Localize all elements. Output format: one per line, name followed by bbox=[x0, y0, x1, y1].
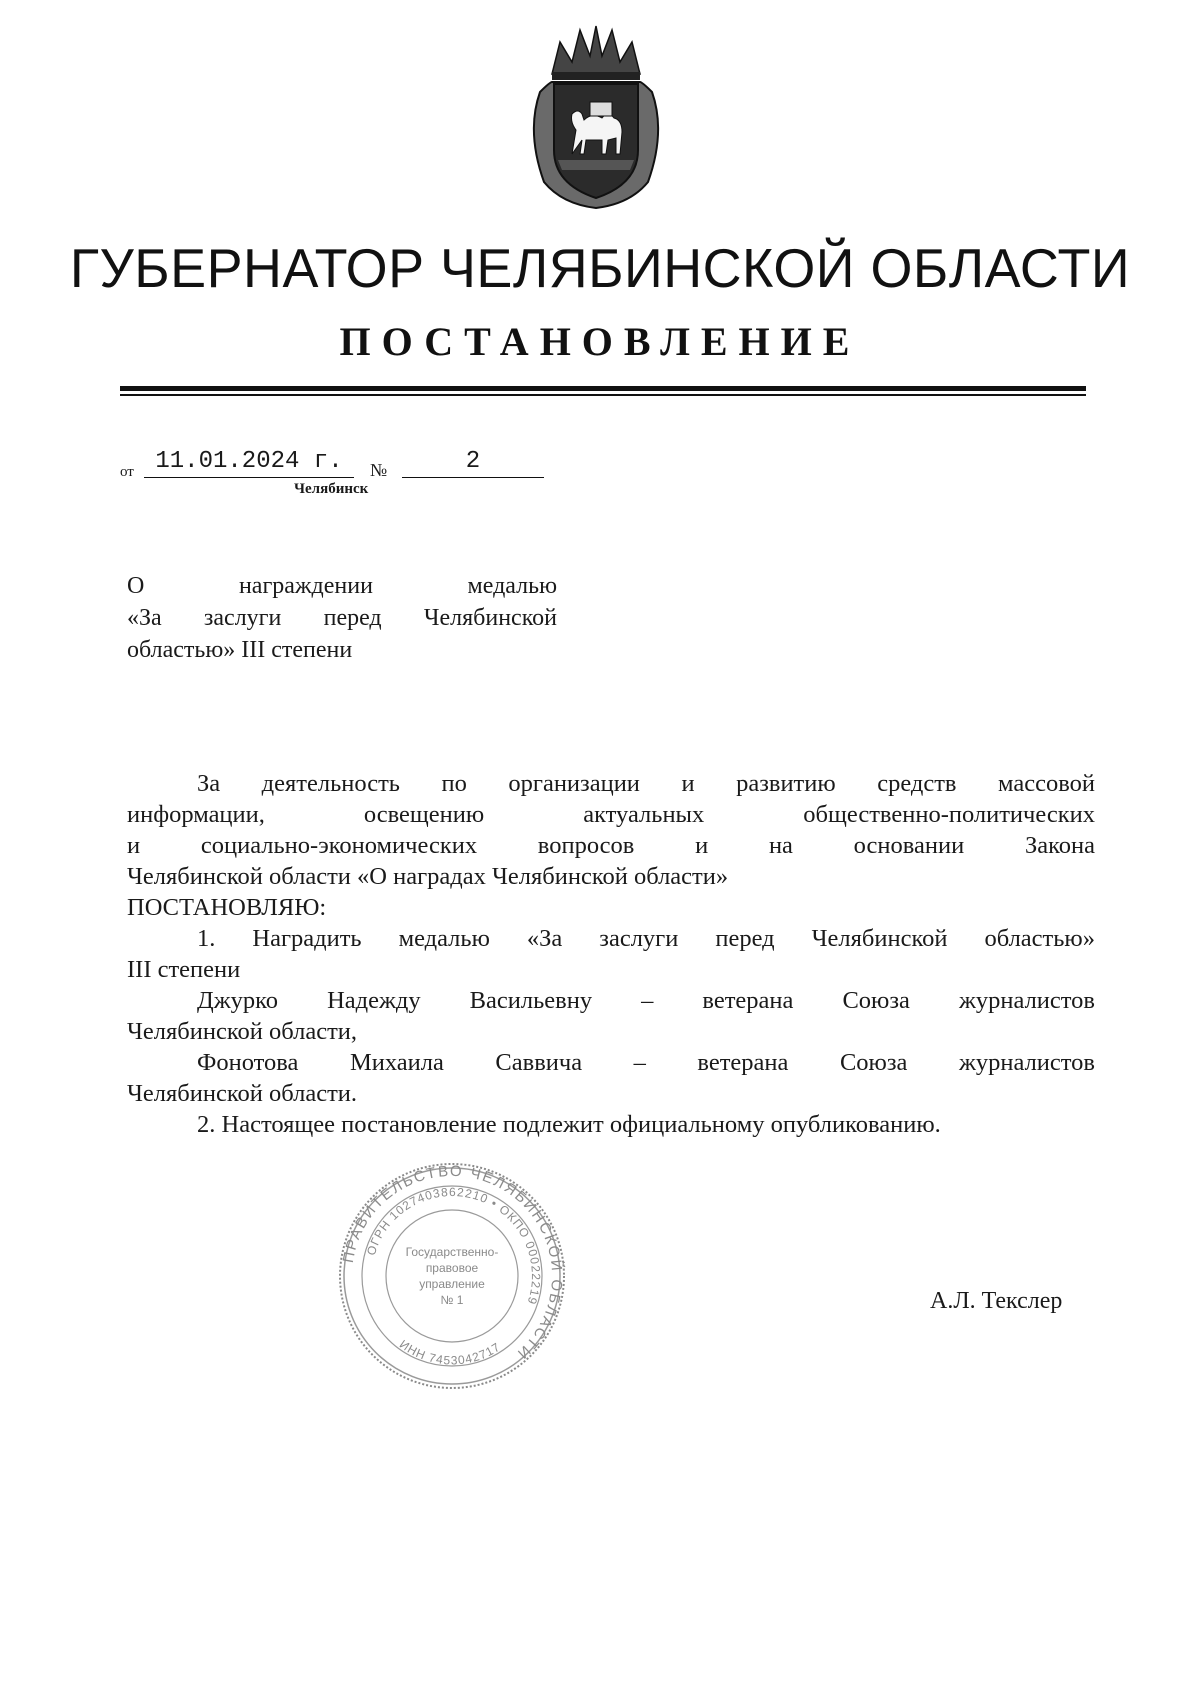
date-prefix: от bbox=[120, 464, 134, 480]
document-date: 11.01.2024 г. bbox=[144, 448, 354, 478]
item-1-line: III степени bbox=[127, 956, 241, 983]
stamp-center-line: Государственно- bbox=[405, 1245, 499, 1259]
preamble-line: информации, освещению актуальных общественно-политических bbox=[127, 801, 1095, 828]
coat-of-arms-icon bbox=[522, 22, 670, 210]
stamp-outer-text: ПРАВИТЕЛЬСТВО ЧЕЛЯБИНСКОЙ ОБЛАСТИ bbox=[339, 1162, 566, 1364]
issuer-title: ГУБЕРНАТОР ЧЕЛЯБИНСКОЙ ОБЛАСТИ bbox=[69, 237, 1131, 299]
awardee-1-line: Джурко Надежду Васильевну – ветерана Союза журналистов bbox=[197, 987, 1095, 1014]
subject-line: О награждении медалью bbox=[127, 573, 557, 599]
stamp-center-line: № 1 bbox=[440, 1293, 464, 1307]
document-type: ПОСТАНОВЛЕНИЕ bbox=[339, 319, 861, 364]
preamble-line: За деятельность по организации и развитию средств массовой bbox=[197, 770, 1095, 797]
subject-line: областью» III степени bbox=[127, 637, 353, 663]
document-meta bbox=[120, 448, 550, 498]
stamp-inner-text: ОГРН 1027403862210 • ОКПО 00022219 bbox=[363, 1184, 544, 1307]
item-1-line: 1. Наградить медалью «За заслуги перед Челябинской областью» bbox=[197, 925, 1095, 952]
decree-word: ПОСТАНОВЛЯЮ: bbox=[127, 894, 327, 921]
subject-line: «За заслуги перед Челябинской bbox=[127, 605, 557, 631]
document-body bbox=[127, 768, 1095, 1140]
preamble-line: и социально-экономических вопросов и на основании Закона bbox=[127, 832, 1095, 859]
awardee-2-line: Челябинской области. bbox=[127, 1080, 358, 1107]
stamp-center-line: правовое bbox=[425, 1261, 479, 1275]
stamp-inn-text: ИНН 7453042717 bbox=[396, 1337, 504, 1368]
awardee-1-line: Челябинской области, bbox=[127, 1018, 358, 1045]
document-number: 2 bbox=[402, 448, 544, 478]
awardee-2-line: Фонотова Михаила Саввича – ветерана Союза журналистов bbox=[197, 1049, 1095, 1076]
item-2-text: 2. Настоящее постановление подлежит официальному опубликованию. bbox=[197, 1111, 941, 1138]
official-stamp bbox=[336, 1160, 568, 1392]
city-label: Челябинск bbox=[294, 481, 369, 497]
header-divider bbox=[120, 386, 1086, 396]
preamble-line: Челябинской области «О наградах Челябинской области» bbox=[127, 863, 729, 890]
signer-name: А.Л. Текслер bbox=[930, 1288, 1063, 1314]
stamp-center-line: управление bbox=[419, 1277, 485, 1291]
document-subject bbox=[127, 570, 557, 666]
number-label: № bbox=[370, 460, 388, 480]
